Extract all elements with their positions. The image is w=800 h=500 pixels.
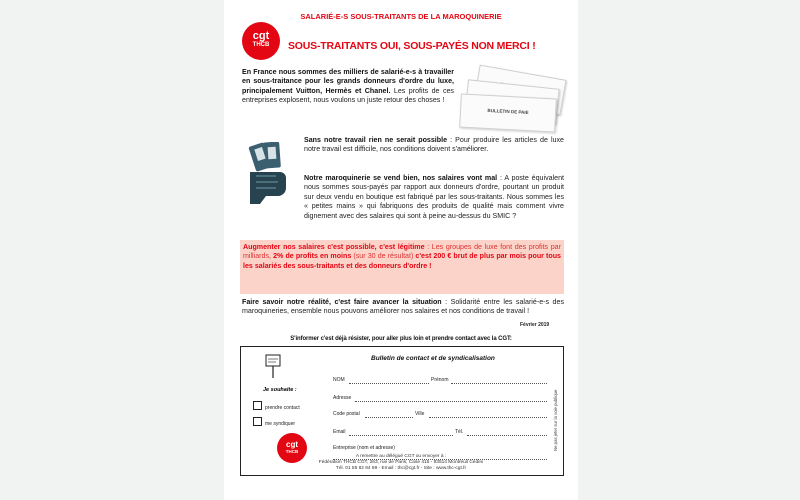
pay-slip-3 — [459, 94, 557, 133]
footer-line-2: Fédération THCB CGT, 263, rue de Paris, Case 415 - 93514 Montreuil Cedex — [318, 460, 484, 465]
side-note: Ne pas jeter sur la voie publique — [553, 389, 558, 451]
je-souhaite-label: Je souhaite : — [263, 387, 297, 393]
intro-text: Les profits de ces entreprises explosent, nous voulons un juste retour des choses ! — [242, 86, 454, 105]
work-bold: Sans notre travail rien ne serait possible — [304, 136, 448, 144]
form-logo-main: cgt — [286, 440, 298, 449]
inform-line: S'informer c'est déjà résister, pour aller plus loin et prendre contact avec la CGT: — [290, 336, 512, 342]
salary-demand-paragraph — [243, 243, 561, 271]
protest-sign-icon — [263, 353, 285, 379]
prendre-contact-label: prendre contact — [265, 405, 300, 411]
reality-text: : Solidarité entre les salarié-e-s des maroquineries, ensemble nous pouvons améliorer nos salaires et nos conditions de travail ! — [242, 298, 564, 316]
form-footer — [224, 454, 578, 472]
logo-main-text: cgt — [252, 30, 270, 42]
intro-paragraph — [242, 68, 454, 106]
code-postal-field[interactable] — [365, 417, 413, 418]
reality-paragraph — [242, 298, 564, 317]
me-syndiquer-label: me syndiquer — [265, 421, 296, 427]
ville-field[interactable] — [429, 417, 547, 418]
entreprise-label: Entreprise (nom et adresse) — [333, 445, 395, 451]
sales-text: : A poste équivalent nous sommes sous-payés par rapport aux donneurs d'ordre, pourtant un produit sur deux vendu en boutique est fabriqué par les sous-traitants. Nous sommes les « petites mains » qui fabriquons des produits de qualité mais comment vivre dignement avec des salaires qui sont à peine au-dessus du SMIC ? — [304, 174, 564, 220]
work-paragraph — [304, 136, 564, 155]
form-title: Bulletin de contact et de syndicalisation — [371, 355, 495, 362]
me-syndiquer-checkbox[interactable] — [253, 417, 262, 426]
alert-bold-1: Augmenter nos salaires c'est possible, c'est légitime — [243, 243, 425, 251]
pay-slips-illustration — [456, 72, 568, 130]
nom-field[interactable] — [349, 383, 429, 384]
tel-field[interactable] — [467, 435, 547, 436]
footer-line-3: Tél. 01 55 82 84 89 - Email : thc@cgt.fr - Site : www.thc-cgt.fr — [335, 466, 467, 471]
work-text: : Pour produire les articles de luxe notre travail est difficile, nos conditions doivent s'améliorer. — [304, 136, 564, 154]
date-label: Février 2019 — [520, 322, 550, 328]
footer-line-1: A remettre au délégué CGT ou envoyer à : — [355, 454, 447, 459]
alert-bold-2: 2% de profits en moins — [273, 252, 352, 261]
ville-label: Ville — [415, 411, 425, 417]
code-postal-label: Code postal — [333, 411, 360, 417]
alert-text-2: (sur 30 de résultat) — [351, 252, 416, 261]
prendre-contact-checkbox[interactable] — [253, 401, 262, 410]
kicker-title: SALARIÉ-E-S SOUS-TRAITANTS DE LA MAROQUINERIE — [300, 12, 502, 21]
headline: SOUS-TRAITANTS OUI, SOUS-PAYÉS NON MERCI ! — [288, 40, 536, 52]
alert-text-1: : Les groupes de luxe font des profits par milliards, — [243, 243, 561, 261]
salary-demand-box — [240, 240, 564, 294]
intro-bold: En France nous sommes des milliers de salarié-e-s à travailler en sous-traitance pour les grands donneurs d'ordre du luxe, principalement Vuitton, Hermès et Chanel. — [242, 68, 454, 95]
tel-label: Tél. — [455, 429, 464, 435]
form-logo-sub: THCB — [285, 449, 299, 454]
sales-paragraph — [304, 174, 564, 221]
reality-bold: Faire savoir notre réalité, c'est faire avancer la situation — [242, 298, 442, 306]
adresse-label: Adresse — [333, 395, 352, 401]
fist-money-icon — [246, 142, 294, 204]
email-label: Email — [333, 429, 346, 435]
logo-sub-text: THCB — [252, 42, 270, 48]
cgt-thcb-logo — [242, 22, 280, 60]
sales-bold: Notre maroquinerie se vend bien, nos salaires vont mal — [304, 174, 498, 182]
prenom-field[interactable] — [451, 383, 547, 384]
pay-slip-3-label: BULLETIN DE PAIE — [487, 107, 529, 116]
flyer-page — [224, 0, 578, 500]
email-field[interactable] — [349, 435, 453, 436]
prenom-label: Prénom — [431, 377, 449, 383]
alert-bold-3: c'est 200 € brut de plus par mois pour tous les salariés des sous-traitants et des donneurs d'ordre ! — [243, 252, 561, 270]
adresse-field[interactable] — [355, 401, 547, 402]
nom-label: NOM — [333, 377, 345, 383]
